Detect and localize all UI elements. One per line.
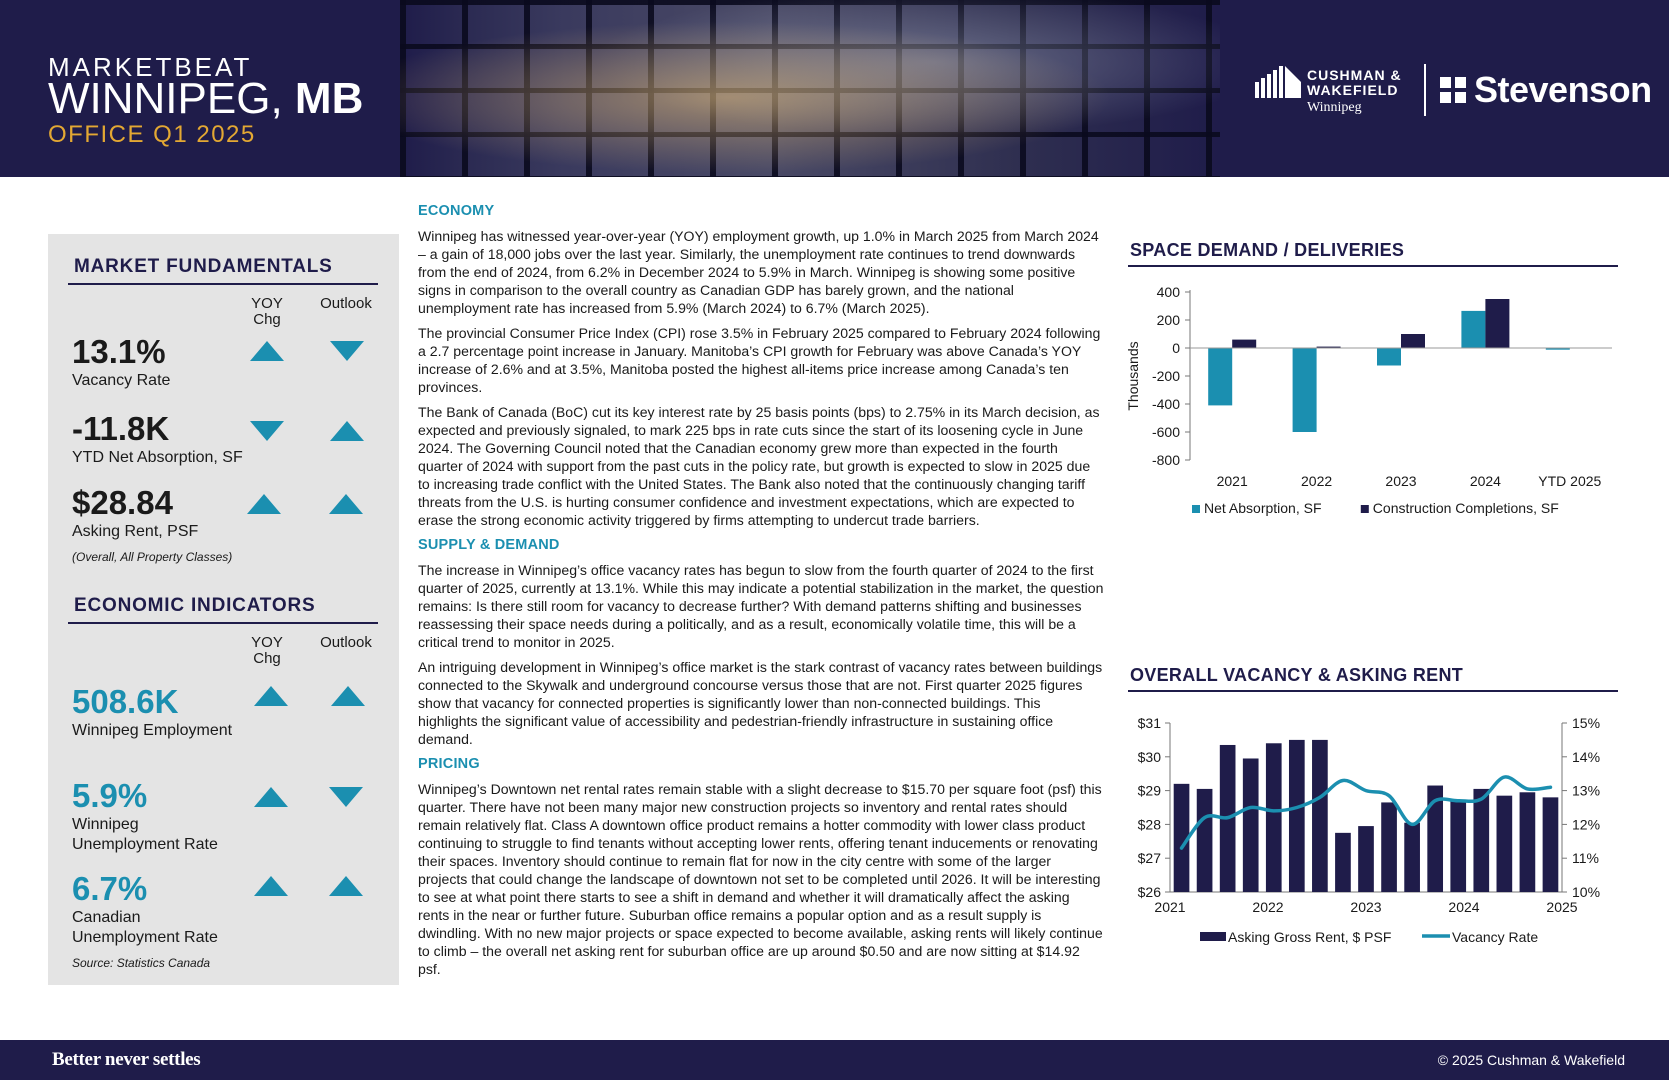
y-tick-label: 400 [1156,284,1180,300]
legend-label: Net Absorption, SF [1204,500,1322,516]
rent-bar [1312,740,1328,892]
rent-bar [1381,802,1397,892]
triangle-up-icon [331,686,365,706]
rent-bar [1289,740,1305,892]
economy-paragraph: Winnipeg has witnessed year-over-year (YOY) employment growth, up 1.0% in March 2025 from March 2024 – a gain of 18,000 jobs over the last year. Similarly, the unemployment rate continues to trend downwards from the end of 2024, from 6.2% in December 2024 to 5.9% in March. Winnipeg is showing some positive signs in comparison to the overall country as Canadian GDP has barely grown, and the national unemployment rate has increased from 5.9% (March 2024) to 6.7% (March 2025). [418,228,1099,316]
economy-paragraph: The Bank of Canada (BoC) cut its key interest rate by 25 basis points (bps) to 2.75% in its March decision, as expected and previously signaled, to mark 225 bps in rate cuts since the start of its loosening cycle in June 2024. The Governing Council noted that the Canadian economy grew more than expected in the fourth quarter of 2024 with support from the past cuts in the policy rate, but growth is expected to slow in 2025 due to increasing trade conflict with the United States. The Bank also noted that the continuously changing tariff threats from the U.S. is hurting consumer confidence and investment expectations, which are expected to erase the strong economic activity triggered by firms attempting to undercut trade barriers. [418,404,1100,528]
x-tick-label: 2021 [1216,473,1248,489]
bar [1293,348,1317,432]
supply-demand-paragraph: An intriguing development in Winnipeg’s office market is the stark contrast of vacancy rates between buildings connected to the Skywalk and underground concourse versus those that are not. First quarter 2025 figures show that vacancy for connected properties is significantly lower than non-connected buildings. This highlights the significant value of accessibility and pedestrian-friendly infrastructure in sustaining office demand. [418,659,1103,747]
y-tick-label: 0 [1172,340,1180,356]
left-tick-label: $31 [1137,715,1161,731]
vacancy-rate-label: Vacancy Rate [72,372,171,389]
report-subtitle: OFFICE Q1 2025 [48,121,256,148]
triangle-down-icon [330,341,364,361]
outlook-column-header: Outlook [320,295,372,312]
office-building-photo [400,0,1220,177]
section-divider [68,622,378,624]
triangle-up-icon [330,421,364,441]
outlook-column-header: Outlook [320,634,372,651]
logo-stevenson-text: Stevenson [1474,69,1652,110]
legend-swatch [1361,505,1369,513]
right-tick-label: 14% [1572,748,1601,765]
bar [1377,348,1401,366]
y-tick-label: -600 [1151,424,1180,440]
x-tick-label: 2024 [1448,899,1480,915]
footer-tagline: Better never settles [52,1049,201,1070]
cushman-wakefield-logo [1255,64,1425,120]
rent-bar [1543,797,1559,892]
pricing-heading: PRICING [418,756,480,772]
stevenson-cross-icon [1440,77,1466,103]
article-body [418,202,1104,985]
legend-swatch [1192,505,1200,513]
bar [1461,311,1485,348]
winnipeg-unemployment-value: 5.9% [72,777,148,814]
economic-indicators-title: ECONOMIC INDICATORS [74,595,316,616]
x-tick-label: 2021 [1154,899,1186,915]
yoy-column-header: YOY Chg [251,295,283,328]
legend-label: Vacancy Rate [1452,929,1539,945]
vacancy-rent-chart-title: OVERALL VACANCY & ASKING RENT [1130,665,1464,685]
x-tick-label: YTD 2025 [1538,473,1602,489]
y-tick-label: 200 [1156,312,1180,328]
report-city: WINNIPEG, [48,74,283,123]
x-tick-label: 2022 [1301,473,1333,489]
left-tick-label: $29 [1137,782,1161,799]
rent-bar [1358,826,1374,892]
left-tick-label: $27 [1137,850,1161,867]
rent-bar [1243,758,1259,892]
rent-bar [1450,801,1466,892]
legend-label: Construction Completions, SF [1372,500,1559,516]
triangle-up-icon [329,494,363,514]
logo-cw-line2: WAKEFIELD [1307,82,1399,98]
y-tick-label: -800 [1151,452,1180,468]
logo-cw-line1: CUSHMAN & [1307,67,1402,83]
report-kicker: MARKETBEAT [48,52,253,82]
bar [1208,348,1232,405]
source-note: Source: Statistics Canada [72,956,211,970]
bar [1401,334,1425,348]
rent-bar [1473,789,1489,892]
y-tick-label: -200 [1151,368,1180,384]
triangle-up-icon [250,341,284,361]
space-demand-chart [1120,276,1640,526]
x-tick-label: 2023 [1350,899,1382,915]
asking-rent-label: Asking Rent, PSF [72,523,199,540]
pricing-paragraph: Winnipeg’s Downtown net rental rates remain stable with a slight decrease to $15.70 per square foot (psf) this quarter. There have not been many major new construction projects so inventory and rental rates should remain relatively flat. Class A downtown office product remains a hotter commodity with lower class product continuing to struggle to find tenants without accepting lower rents, offering tenant inducements or renovating their spaces. Inventory should continue to remain flat for now in the city centre with some of the larger projects that could change the landscape of downtown not set to be completed until 2026. It will be interesting to see at what point there starts to see a shift in demand and whether it will dramatically affect the asking rents in the near or further future. Suburban office remains a popular option and as a result supply is dwindling. With no new major projects or space expected to become available, asking rents will likely continue to climb – the overall net asking rent for suburban office are up around $0.50 and are now sitting at $14.92 psf. [418,781,1103,977]
asking-rent-value: $28.84 [72,484,173,521]
triangle-up-icon [254,787,288,807]
triangle-up-icon [254,876,288,896]
triangle-up-icon [254,686,288,706]
y-tick-label: -400 [1151,396,1180,412]
rent-bar [1497,796,1513,892]
section-divider [68,283,378,285]
rent-bar [1404,823,1420,892]
right-tick-label: 13% [1572,782,1601,799]
x-tick-label: 2024 [1469,473,1501,489]
x-tick-label: 2023 [1385,473,1417,489]
legend-swatch [1200,932,1226,941]
y-axis-title: Thousands [1125,341,1141,411]
x-tick-label: 2025 [1546,899,1578,915]
bar [1232,340,1256,348]
space-demand-chart-title: SPACE DEMAND / DELIVERIES [1130,240,1405,260]
net-absorption-label: YTD Net Absorption, SF [72,449,243,466]
right-tick-label: 11% [1572,850,1599,867]
stevenson-logo [1440,68,1652,112]
winnipeg-employment-value: 508.6K [72,683,179,720]
canadian-unemployment-value: 6.7% [72,870,148,907]
rent-bar [1197,789,1213,892]
economy-paragraph: The provincial Consumer Price Index (CPI) rose 3.5% in February 2025 compared to February 2024 following a 2.7 percentage point increase in January. Manitoba’s CPI growth for February was above Canada’s YOY increase of 2.6% and at 3.5%, Manitoba posted the highest all-items price increase among Canada’s ten provinces. [418,325,1101,395]
report-province: MB [294,74,364,123]
economy-heading: ECONOMY [418,203,495,219]
right-tick-label: 10% [1572,884,1601,900]
rent-bar [1520,792,1536,892]
x-tick-label: 2022 [1252,899,1284,915]
supply-demand-heading: SUPPLY & DEMAND [418,537,560,553]
footer-copyright: © 2025 Cushman & Wakefield [1437,1052,1625,1068]
left-tick-label: $26 [1137,884,1161,900]
report-footer [0,1040,1669,1080]
left-tick-label: $28 [1137,816,1161,833]
net-absorption-value: -11.8K [72,410,170,447]
chart-title-rule [1128,265,1618,267]
rent-bar [1266,743,1282,892]
vacancy-rate-value: 13.1% [72,333,166,370]
yoy-column-header: YOY Chg [251,634,283,667]
report-header [0,0,1669,177]
vacancy-rent-chart [1120,705,1640,955]
cushman-wakefield-bars-icon [1255,66,1301,98]
triangle-up-icon [329,876,363,896]
market-fundamentals-title: MARKET FUNDAMENTALS [74,256,333,277]
legend-label: Asking Gross Rent, $ PSF [1228,929,1392,945]
supply-demand-paragraph: The increase in Winnipeg’s office vacancy rates has begun to slow from the fourth quarter of 2024 to the first quarter of 2025, currently at 13.1%. While this may indicate a potential stabilization in the market, the question remains: Is there still room for vacancy to decrease further? With demand patterns shifting and businesses reassessing their space needs during a politically, and as a result, economically volatile time, this will be a critical trend to monitor in 2025. [418,562,1104,650]
logo-separator [1424,64,1426,116]
winnipeg-unemployment-label: Winnipeg Unemployment Rate [72,816,218,853]
triangle-down-icon [329,787,363,807]
report-title [48,76,363,122]
bar [1485,299,1509,348]
triangle-up-icon [247,494,281,514]
right-tick-label: 15% [1572,715,1601,731]
sidebar-panel [48,234,399,985]
canadian-unemployment-label: Canadian Unemployment Rate [72,909,218,946]
right-tick-label: 12% [1572,816,1601,833]
triangle-down-icon [250,421,284,441]
rent-bar [1335,833,1351,892]
winnipeg-employment-label: Winnipeg Employment [72,722,233,739]
logo-cw-city: Winnipeg [1307,100,1362,115]
chart-title-rule [1128,690,1618,692]
left-tick-label: $30 [1137,748,1161,765]
property-classes-note: (Overall, All Property Classes) [72,550,233,564]
